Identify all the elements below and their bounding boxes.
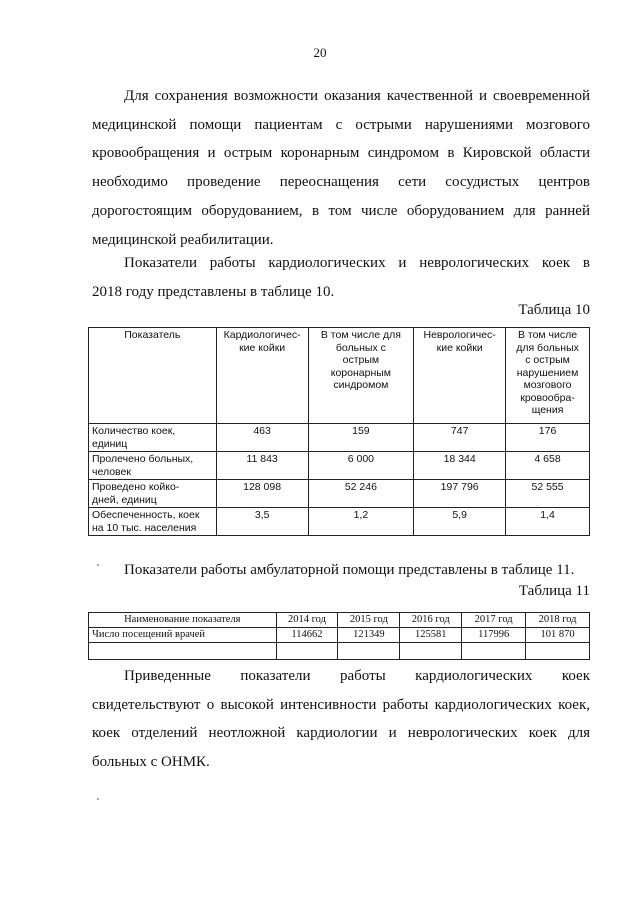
table-cell: 52 555 — [506, 480, 590, 508]
table-cell: 121349 — [338, 628, 400, 643]
table-row-empty — [89, 643, 590, 660]
row-label: Пролечено больных, человек — [89, 452, 217, 480]
table-cell: 128 098 — [216, 480, 308, 508]
table-cell: 463 — [216, 424, 308, 452]
table-row — [89, 480, 590, 508]
paragraph-table10-intro — [92, 249, 590, 306]
paragraph-line: Приведенные показатели работы кардиологических коек — [124, 668, 590, 684]
paragraph-line: Показатели работы амбулаторной помощи представлены в таблице 11. — [124, 562, 575, 578]
table-row — [89, 424, 590, 452]
table-cell: 176 — [506, 424, 590, 452]
row-label: Количество коек, единиц — [89, 424, 217, 452]
table-cell: 3,5 — [216, 508, 308, 536]
column-header: Наименование показателя — [89, 613, 277, 628]
paragraph-equipment — [92, 82, 590, 254]
column-header: Неврологичес- кие койки — [414, 328, 506, 424]
table-cell: 4 658 — [506, 452, 590, 480]
paragraph-line: Для сохранения возможности оказания качественной и своевременной — [124, 88, 590, 104]
table-cell: 117996 — [462, 628, 526, 643]
table-cell: 159 — [308, 424, 414, 452]
table-cell — [462, 643, 526, 660]
table-cell: 1,4 — [506, 508, 590, 536]
scan-speck — [97, 798, 99, 800]
table-header-row — [89, 613, 590, 628]
paragraph-line: коек отделений неотложной кардиологии и неврологических коек для — [92, 725, 590, 742]
table-10 — [88, 327, 590, 536]
table-cell: 52 246 — [308, 480, 414, 508]
table-cell: 197 796 — [414, 480, 506, 508]
table10-caption: Таблица 10 — [518, 302, 590, 318]
column-header: 2015 год — [338, 613, 400, 628]
table-cell: 11 843 — [216, 452, 308, 480]
table-cell: 18 344 — [414, 452, 506, 480]
table-cell: 5,9 — [414, 508, 506, 536]
column-header: 2018 год — [526, 613, 590, 628]
table-row — [89, 508, 590, 536]
scan-speck — [97, 564, 99, 566]
table11-caption: Таблица 11 — [518, 583, 590, 599]
table-cell: 747 — [414, 424, 506, 452]
row-label: Число посещений врачей — [89, 628, 277, 643]
page-number: 20 — [313, 45, 327, 60]
paragraph-conclusion — [92, 662, 590, 777]
table-cell — [338, 643, 400, 660]
paragraph-line: кровообращения и острым коронарным синдромом в Кировской области — [92, 145, 590, 162]
column-header: 2016 год — [400, 613, 462, 628]
paragraph-line: медицинской помощи пациентам с острыми нарушениями мозгового — [92, 116, 590, 133]
column-header: В том числе для больных с острым коронарным синдромом — [308, 328, 414, 424]
table-header-row — [89, 328, 590, 424]
paragraph-line: свидетельствуют о высокой интенсивности работы кардиологических коек, — [92, 696, 590, 713]
table-cell: 114662 — [276, 628, 338, 643]
paragraph-line: необходимо проведение переоснащения сети сосудистых центров — [92, 174, 590, 191]
table-cell: 125581 — [400, 628, 462, 643]
table-cell — [400, 643, 462, 660]
column-header: Кардиологичес- кие койки — [216, 328, 308, 424]
row-label: Проведено койко- дней, единиц — [89, 480, 217, 508]
paragraph-table11-intro — [124, 556, 594, 585]
table-cell: 6 000 — [308, 452, 414, 480]
paragraph-line: 2018 году представлены в таблице 10. — [92, 283, 335, 300]
paragraph-line: больных с ОНМК. — [92, 754, 210, 771]
paragraph-line: медицинской реабилитации. — [92, 231, 274, 248]
column-header: Показатель — [89, 328, 217, 424]
column-header: 2017 год — [462, 613, 526, 628]
column-header: 2014 год — [276, 613, 338, 628]
column-header: В том числе для больных с острым нарушением мозгового кровообра- щения — [506, 328, 590, 424]
paragraph-line: дорогостоящим оборудованием, в том числе оборудованием для ранней — [92, 202, 590, 219]
table-row — [89, 628, 590, 643]
table-cell — [89, 643, 277, 660]
row-label: Обеспеченность, коек на 10 тыс. населения — [89, 508, 217, 536]
table-cell: 101 870 — [526, 628, 590, 643]
table-11 — [88, 612, 590, 660]
paragraph-line: Показатели работы кардиологических и неврологических коек в — [124, 255, 590, 271]
table-cell — [526, 643, 590, 660]
table-cell — [276, 643, 338, 660]
table-row — [89, 452, 590, 480]
table-cell: 1,2 — [308, 508, 414, 536]
